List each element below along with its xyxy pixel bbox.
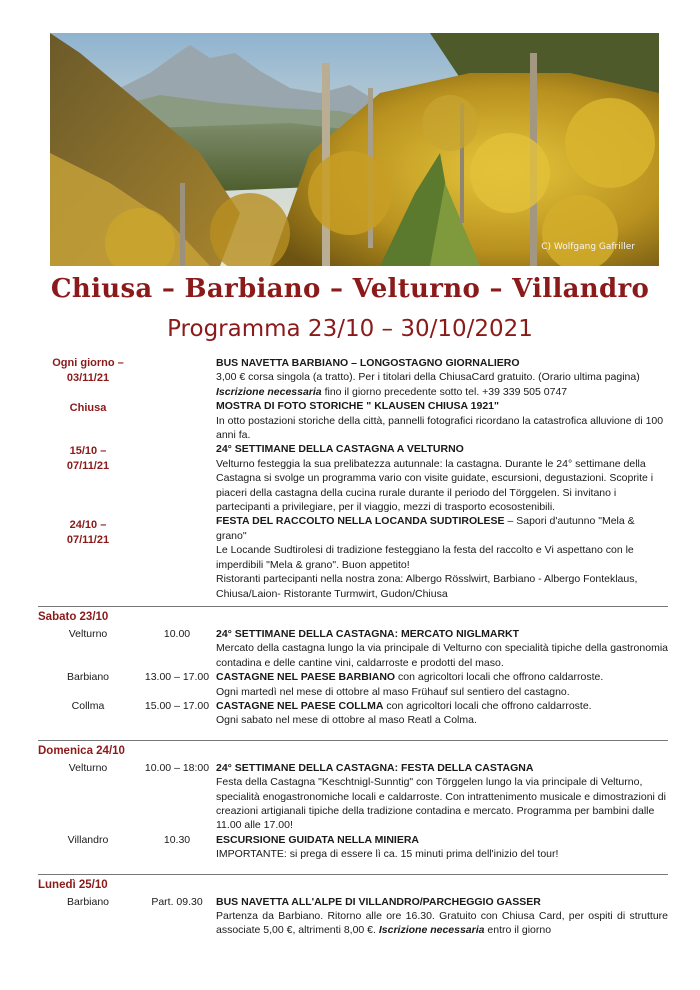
event-text [216, 385, 668, 399]
date-text: 03/11/21 [66, 372, 110, 384]
date-text: 24/10 – [69, 519, 107, 531]
event-row [38, 699, 668, 728]
event-heading-suffix: con agricoltori locali che offrono caldarroste. [383, 699, 592, 712]
section-divider [38, 874, 668, 875]
date-label [38, 444, 138, 474]
general-events-section [38, 356, 668, 601]
event-time: 10.00 – 18:00 [144, 761, 210, 774]
event-heading-line [216, 670, 668, 684]
event-time: 15.00 – 17.00 [144, 699, 210, 712]
event-text: Festa della Castagna "Keschtnigl-Sunntig" con Törggelen lungo la via principale di Velturno, specialità enogastronomiche locali e caldarroste. Con intrattenimento musicale e dimostrazioni di creazioni artigianali tipiche della tradizione contadina e mercato. Programma per bambini dalle 11.00 alle 17.00! [216, 776, 666, 832]
event-place: Barbiano [66, 671, 110, 684]
day-section-lunedi [38, 878, 668, 938]
event-description [216, 761, 668, 833]
event-text: Velturno festeggia la sua prelibatezza autunnale: la castagna. Durante le 24° settimane della Castagna si svolge un programma vario con visite guidate, escursioni, degustazioni. Scoprite i piaceri della castagna della cucina rurale durante il periodo del Törggelen. Si invitano i partecipanti a privilegiare, per il viaggio, mezzi di trasporto ecosostenibili. [216, 457, 654, 514]
event-heading-suffix: con agricoltori locali che offrono caldarroste. [395, 671, 604, 684]
event-time: Part. 09.30 [151, 895, 203, 908]
registration-required: Iscrizione necessaria [378, 924, 485, 937]
event-place: Collma [71, 699, 105, 712]
event-heading-line [216, 514, 668, 543]
event-text-part: 3,00 € corsa singola (a tratto). Per i titolari della ChiusaCard gratuito. (Orario ultima pagina) [216, 371, 640, 384]
event-text-part: Partenza da Barbiano. Ritorno alle ore 16.30. Gratuito con Chiusa Card, per ospiti di strutture associate 5,00 €, altrimenti 8,00 €. [216, 910, 668, 937]
event-place: Villandro [67, 833, 109, 846]
day-heading: Domenica 24/10 [38, 744, 125, 757]
general-events [216, 356, 668, 601]
event-description [216, 895, 668, 938]
event-row [38, 627, 668, 670]
place-label: Chiusa [69, 402, 107, 414]
event-heading: MOSTRA DI FOTO STORICHE " KLAUSEN CHIUSA 1921" [216, 400, 499, 413]
event-row [38, 670, 668, 699]
event-row [38, 761, 668, 833]
event-row [38, 833, 668, 862]
event-text: Ogni martedì nel mese di ottobre al maso Frühauf sul sentiero del castagno. [216, 685, 570, 698]
day-heading: Sabato 23/10 [38, 610, 109, 623]
page-title: Chiusa – Barbiano – Velturno – Villandro [50, 274, 650, 304]
registration-required: Iscrizione necessaria [216, 385, 322, 398]
event-heading-line [216, 699, 668, 713]
event-text: IMPORTANTE: si prega di essere lì ca. 15 minuti prima dell'inizio del tour! [216, 848, 559, 861]
event-heading: BUS NAVETTA ALL'ALPE DI VILLANDRO/PARCHEGGIO GASSER [216, 895, 541, 908]
date-text: 07/11/21 [66, 460, 110, 472]
program-document [38, 356, 668, 938]
event-text: In otto postazioni storiche della città, pannelli fotografici ricordano la catastrofica alluvione di 100 anni fa. [216, 414, 664, 442]
event-description [216, 833, 668, 862]
day-section-domenica [38, 744, 668, 862]
event-time: 10.30 [163, 833, 191, 846]
event-heading: CASTAGNE NEL PAESE BARBIANO [216, 671, 396, 684]
page-subtitle: Programma 23/10 – 30/10/2021 [167, 316, 533, 342]
section-divider [38, 606, 668, 607]
event-heading: 24° SETTIMANE DELLA CASTAGNA A VELTURNO [216, 443, 464, 456]
hero-photo [50, 33, 659, 266]
event-text: Le Locande Sudtirolesi di tradizione festeggiano la festa del raccolto e Vi aspettano con le imperdibili "Mela & grano". Buon appetito! [216, 544, 634, 571]
event-description [216, 699, 668, 728]
photo-credit: C) Wolfgang Gafriller [541, 242, 635, 252]
vineyard-landscape-image [50, 33, 659, 266]
event-heading: CASTAGNE NEL PAESE COLLMA [216, 699, 384, 712]
event-place: Velturno [68, 761, 108, 774]
event-text [216, 909, 668, 938]
section-divider [38, 740, 668, 741]
event-heading: BUS NAVETTA BARBIANO – LONGOSTAGNO GIORNALIERO [216, 357, 520, 369]
event-time: 13.00 – 17.00 [144, 671, 210, 684]
event-heading-suffix: – Sapori d'autunno "Mela & grano" [216, 515, 635, 542]
date-label [38, 356, 138, 386]
day-section-sabato [38, 610, 668, 728]
event-place: Velturno [68, 627, 108, 640]
event-description [216, 670, 668, 699]
date-text: 15/10 – [69, 445, 107, 457]
event-text: Mercato della castagna lungo la via principale di Velturno con specialità tipiche della gastronomia contadina e delle cantine vini, caldarroste e prodotti del maso. [216, 642, 668, 669]
date-text: Ogni giorno – [52, 357, 124, 369]
event-time: 10.00 [163, 627, 191, 640]
event-heading: 24° SETTIMANE DELLA CASTAGNA: MERCATO NIGLMARKT [216, 627, 520, 640]
event-text-part: fino il giorno precedente sotto tel. +39 339 505 0747 [321, 385, 568, 398]
date-label [38, 518, 138, 548]
event-heading: 24° SETTIMANE DELLA CASTAGNA: FESTA DELLA CASTAGNA [216, 761, 534, 774]
event-description [216, 627, 668, 670]
event-text [216, 370, 668, 384]
event-text: Ogni sabato nel mese di ottobre al maso Reatl a Colma. [216, 714, 477, 727]
event-heading: FESTA DEL RACCOLTO NELLA LOCANDA SUDTIROLESE [216, 515, 505, 528]
day-heading: Lunedì 25/10 [38, 878, 108, 891]
date-text: 07/11/21 [66, 534, 110, 546]
event-heading: ESCURSIONE GUIDATA NELLA MINIERA [216, 833, 420, 846]
event-place: Barbiano [66, 895, 110, 908]
event-text: Ristoranti partecipanti nella nostra zona: Albergo Rösslwirt, Barbiano - Albergo Fonteklaus, Chiusa/Laion- Ristorante Turmwirt, Gudon/Chiusa [216, 573, 638, 600]
event-row [38, 895, 668, 938]
event-text-part: entro il giorno [484, 924, 552, 937]
